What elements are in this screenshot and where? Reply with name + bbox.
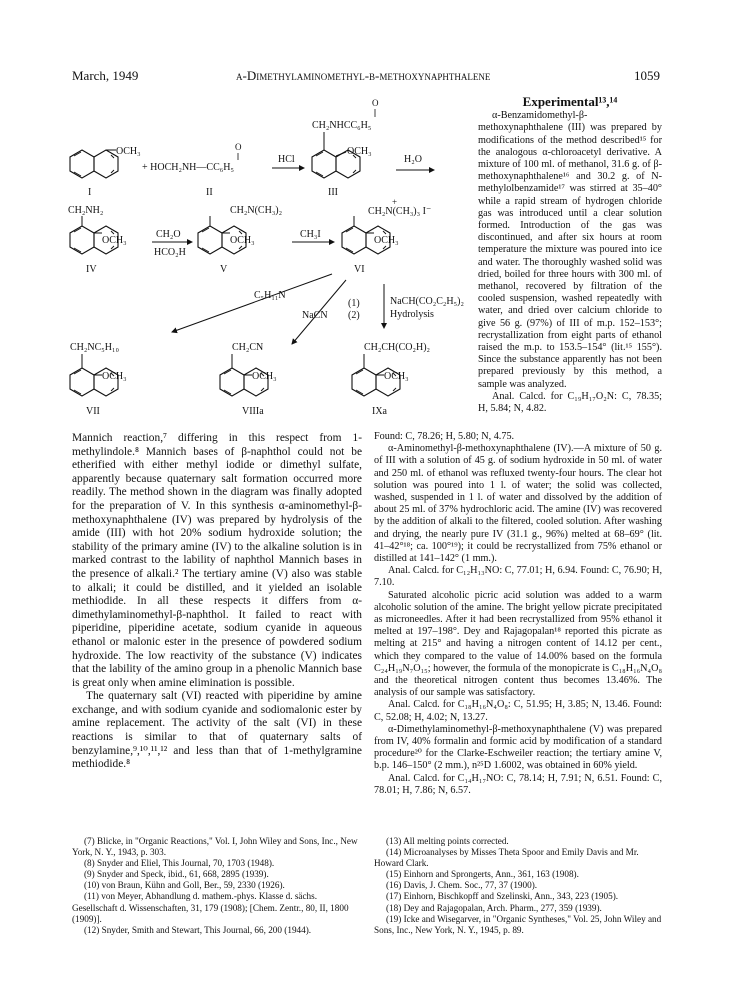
header-title: α-Dimethylaminomethyl-β-methoxynaphthalene	[236, 68, 491, 83]
footnotes-left	[72, 836, 362, 936]
label-VII: VII	[86, 406, 100, 417]
right-column	[374, 431, 662, 797]
compound-I	[70, 146, 141, 198]
footnote: (9) Snyder and Speck, ibid., 61, 668, 2895 (1939).	[84, 869, 269, 880]
v-substituent: CH₂N(CH₃)₂	[230, 205, 283, 216]
footnote: (18) Dey and Rajagopalan, Arch. Pharm., 277, 359 (1939).	[386, 902, 602, 913]
para-III-prep: α-Benzamidomethyl-β-methoxynaphthalene (III) was prepared by modifications of the method described¹⁵ for the analogous α-chloroacetyl derivative. A mixture of 100 ml. of methanol, 31.6 g. of β-methoxynaphthalene¹⁶ and 30.2 g. of N-methylolbenzamide¹⁷ was stirred at 35–40° while a rapid stream of hydrogen chloride gas was introduced until a clear solution formed. Introduction of the gas was discontinued, and after six hours at room temperature the mixture was poured into ice and water. The thoroughly washed solid was dried, boiled for three hours with 300 ml. of methanol, recovered by filtration of the cooled suspension, washed repeatedly with water, and dried over calcium chloride to give 56 g. (97%) of III of m.p. 152–153°; recrystallization from eight parts of ethanol raised the m.p. to 153.5–154° (lit.¹⁵ 155°). Since the substance apparently has not been prepared previously by this method, a sample was analyzed.	[478, 110, 662, 390]
para-IV-prep: α-Aminomethyl-β-methoxynaphthalene (IV).—A mixture of 50 g. of III with a solution of 45 g. of sodium hydroxide in 50 ml. of water and 250 ml. of ethanol was refluxed twenty-four hours. The clear hot solution was poured into 1 l. of water; the solid was collected, washed, suspended in 1 l. of water and dissolved by the addition of about 25 ml. of 37% hydrochloric acid. The amine (IV) was recovered by the addition of alkali to the filtered, cooled solution. After washing and drying, the nearly pure IV (31.1 g., 96%) melted at 68–69° (lit. 41–42°¹⁸; ca. 100°¹⁹); it could be recrystallized from 75% ethanol or distilled at 141–142° (1 mm.).	[374, 443, 662, 565]
footnote: (16) Davis, J. Chem. Soc., 77, 37 (1900).	[386, 880, 538, 891]
compound-V	[198, 205, 282, 275]
ch2o-label: CH₂O	[156, 229, 181, 240]
hco2h-label: HCO₂H	[154, 247, 186, 258]
left-para-1: Mannich reaction,⁷ differing in this respect from 1-methylindole.⁸ Mannich bases of β-naphthol could not be etherified with either methyl iodide or dimethyl sulfate, apparently because quaternary salt formation occurred more readily. The method shown in the diagram was finally adopted for the preparation of V. In this synthesis α-aminomethyl-β-methoxynaphthalene (IV) was prepared by hydrolysis of the amide (III) with hot 20% sodium hydroxide solution; the stability of the primary amine (IV) to the alkaline solution is in marked contrast to the lability of naphthol Mannich bases in the presence of alkali.² The tertiary amine (V) also was stable to alkali; it could be distilled, and it yielded an isolable methiodide. In all these respects it differs from α-dimethylaminomethyl-β-naphthol. It failed to react with piperidine, piperidine acetate, sodium cyanide in aqueous ethanol or malonic ester in the presence of powdered sodium hydroxide. The low reactivity of the substance (V) indicates that the lability of the amino group in a phenolic Mannich base is great only when amine elimination is possible.	[72, 432, 362, 689]
left-column	[72, 432, 362, 772]
vi-och3: OCH₃	[374, 235, 399, 246]
analysis-V: Anal. Calcd. for C₁₄H₁₇NO: C, 78.14; H, 7.91; N, 6.51. Found: C, 78.01; H, 7.86; N, 6.57.	[374, 772, 662, 796]
iv-substituent: CH₂NH₂	[68, 205, 104, 216]
footnotes-right	[374, 836, 662, 936]
viii-substituent: CH₂CN	[232, 342, 264, 353]
ix-substituent: CH₂CH(CO₂H)₂	[364, 342, 431, 353]
h2o-label: H₂O	[404, 154, 422, 165]
label-IV: IV	[86, 264, 97, 275]
label-I: I	[88, 187, 92, 198]
step-1: (1)	[348, 298, 360, 309]
page-number: 1059	[634, 68, 660, 83]
compound-IXa	[352, 342, 430, 417]
footnote: (17) Einhorn, Bischkopff and Szelinski, Ann., 343, 223 (1905).	[386, 891, 619, 902]
piperidine-label: C₅H₁₁N	[254, 290, 286, 301]
compound-VI	[342, 197, 431, 275]
nacn-label: NaCN	[302, 310, 328, 321]
vi-plus: +	[392, 197, 398, 207]
label-III: III	[328, 187, 338, 198]
vi-substituent: CH₂N(CH₃)₃ I⁻	[368, 206, 432, 217]
analysis-picrate: Anal. Calcd. for C₁₈H₁₆N₄O₈: C, 51.95; H, 3.85; N, 13.46. Found: C, 52.08; H, 4.02; N, 13.27.	[374, 699, 662, 723]
footnote: (11) von Meyer, Abhandlung d. mathem.-phys. Klasse d. sächs. Gesellschaft d. Wissenschaften, 31, 179 (1908); [Chem. Zentr., 80, II, 1800 (1909)].	[72, 891, 349, 924]
iii-och3: OCH₃	[347, 146, 372, 157]
label-VI: VI	[354, 264, 365, 275]
vii-och3: OCH₃	[102, 371, 127, 382]
experimental-section	[478, 96, 662, 415]
compound-III	[312, 98, 379, 198]
footnote: (19) Icke and Wisegarver, in "Organic Syntheses," Vol. 25, John Wiley and Sons, Inc., New York, N. Y., 1945, p. 89.	[374, 913, 662, 935]
ch3i-label: CH₃I	[300, 229, 321, 240]
footnote: (14) Microanalyses by Misses Theta Spoor and Emily Davis and Mr. Howard Clark.	[374, 847, 639, 869]
left-para-2: The quaternary salt (VI) reacted with piperidine by amine exchange, and with sodium cyanide and sodiomalonic ester by amine replacement. The activity of the salt (VI) in these reactions is similar to that of quaternary salts of benzylamine,⁹,¹⁰,¹¹,¹² and less than that of 1-methylgramine methiodide.⁸	[72, 690, 362, 771]
iii-substituent: CH₂NHCC₆H₅	[312, 120, 372, 131]
iii-carbonyl-o: O	[372, 98, 379, 108]
hcl-label: HCl	[278, 154, 295, 165]
footnote: (8) Snyder and Eliel, This Journal, 70, 1703 (1948).	[84, 858, 275, 869]
para-picrate: Saturated alcoholic picric acid solution was added to a warm alcoholic solution of the amine. The bright yellow picrate precipitated as microneedles. After it had been recrystallized from 95% ethanol it melted at 197–198°. Dey and Rajagopalan¹⁸ reported this picrate as melting at 215° and having a nitrogen content of 14.12 per cent., which they compared to the value of 14.00% based on the formula C₂₄H₁₉N₇O₁₅; however, the formula of the monopicrate is C₁₈H₁₆N₄O₈ and the theoretical nitrogen content thus becomes 13.46%. The analysis of our sample was satisfactory.	[374, 589, 662, 699]
ix-och3: OCH₃	[384, 371, 409, 382]
label-IXa: IXa	[372, 406, 387, 417]
footnote: (12) Snyder, Smith and Stewart, This Journal, 66, 200 (1944).	[84, 924, 312, 935]
analysis-IV: Anal. Calcd. for C₁₂H₁₃NO: C, 77.01; H, 6.94. Found: C, 76.90; H, 7.10.	[374, 565, 662, 589]
footnote: (10) von Braun, Kühn and Goll, Ber., 59, 2330 (1926).	[84, 880, 285, 891]
experimental-heading: Experimental¹³,¹⁴	[522, 94, 618, 109]
v-och3: OCH₃	[230, 235, 255, 246]
viii-och3: OCH₃	[252, 371, 277, 382]
vii-substituent: CH₂NC₅H₁₀	[70, 342, 119, 353]
malonate-label: NaCH(CO₂C₂H₅)₂	[390, 296, 464, 307]
compound-VII	[70, 342, 127, 417]
och3-label: OCH₃	[116, 146, 141, 157]
iv-och3: OCH₃	[102, 235, 127, 246]
analysis-III: Anal. Calcd. for C₁₉H₁₇O₂N: C, 78.35; H, 5.84; N, 4.82.	[478, 390, 662, 415]
footnote: (15) Einhorn and Sprongerts, Ann., 361, 163 (1908).	[386, 869, 579, 880]
para-V-prep: α-Dimethylaminomethyl-β-methoxynaphthalene (V) was prepared from IV, 40% formalin and formic acid by modification of a standard procedure²⁰ for the Clarke-Eschweiler reaction; the tertiary amine V, b.p. 146–150° (2 mm.), n²⁵D 1.6002, was obtained in 60% yield.	[374, 723, 662, 772]
compound-VIIIa	[220, 342, 277, 417]
label-VIIIa: VIIIa	[242, 406, 264, 417]
step-2: (2)	[348, 310, 360, 321]
carbonyl-o: O	[235, 142, 242, 152]
header-date: March, 1949	[72, 68, 139, 83]
reagent-II: + HOCH₂NH—CC₆H₅	[142, 162, 234, 173]
found-III: Found: C, 78.26; H, 5.80; N, 4.75.	[374, 431, 515, 442]
hydrolysis-label: Hydrolysis	[390, 309, 434, 320]
label-II: II	[206, 187, 213, 198]
reaction-scheme	[60, 92, 470, 440]
footnote: (7) Blicke, in "Organic Reactions," Vol. I, John Wiley and Sons, Inc., New York, N. Y., 1943, p. 303.	[72, 836, 358, 858]
label-V: V	[220, 264, 228, 275]
compound-IV	[68, 205, 127, 275]
footnote: (13) All melting points corrected.	[386, 836, 509, 846]
